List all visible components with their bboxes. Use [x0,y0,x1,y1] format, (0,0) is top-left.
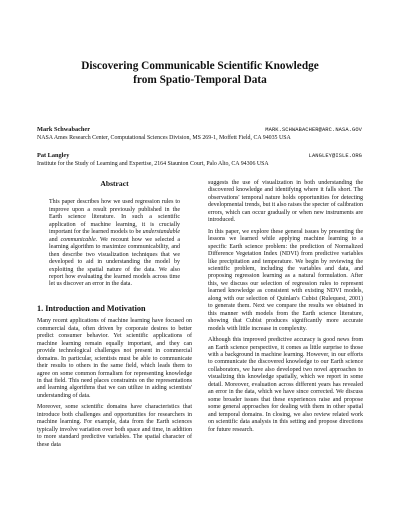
paragraph: In this paper, we explore these general issues by presenting the lessons we learned while applying machine learning to a specific Earth science problem: the prediction of Normalized Difference Vegetation Index (NDVI) from predictive variables like precipitation and temperature. We begin by reviewing the scientific problem, including the variables and data, and proposing regression learning as a natural formulation. After this, we discuss our selection of regression rules to represent learned knowledge as consistent with existing NDVI models, along with our selection of Quinlan's Cubist (Rulequest, 2001) to generate them. Next we compare the results we obtained in this manner with models from the Earth science literature, showing that Cubist produces significantly more accurate models with little increase in complexity. [208,228,363,332]
paragraph: suggests the use of visualization in both understanding the discovered knowledge and identifying where it falls short. The observations' temporal nature holds opportunities for detecting developmental trends, but it also raises the specter of calibration errors, which can occur gradually or when new instruments are introduced. [208,180,363,224]
abstract-text: This paper describes how we used regression rules to improve upon a result previously published in the Earth science literature. In such a scientific application of machine learning, it is crucially important for the learned models to be understandable and communicable. We recount how we selected a learning algorithm to maximize communicability, and then describe two visualization techniques that we developed to aid in understanding the model by exploiting the spatial nature of the data. We also report how evaluating the learned models across time let us discover an error in the data. [49,199,180,288]
author-block-2 [37,152,362,168]
author-name: Pat Langley [37,152,70,159]
author-block-1 [37,126,362,142]
author-affiliation: Institute for the Study of Learning and Expertise, 2164 Staunton Court, Palo Alto, CA 94306 USA [37,161,269,167]
author-name: Mark Schwabacher [37,126,90,133]
paragraph: Many recent applications of machine learning have focused on commercial data, often driven by corporate desires to better predict consumer behavior. Yet scientific applications of machine learning remain equally important, and they can provide technological challenges not present in commercial domains. In particular, scientists must be able to communicate their results to others in the same field, which leads them to agree on some common formalism for representing knowledge in that field. This need places constraints on the representations and learning algorithms that we can utilize in aiding scientists' understanding of data. [37,318,192,399]
paragraph: Moreover, some scientific domains have characteristics that introduce both challenges and opportunities for researchers in machine learning. For example, data from the Earth sciences typically involve variation over both space and time, in addition to more standard predictive variables. The spatial character of these data [37,404,192,448]
author-email[interactable]: MARK.SCHWABACHER@ARC.NASA.GOV [265,127,362,133]
left-column [37,180,192,453]
paper-title [0,59,400,87]
author-affiliation: NASA Ames Research Center, Computational Sciences Division, MS 269-1, Moffett Field, CA 94035 USA [37,135,291,141]
section-heading: 1. Introduction and Motivation [37,303,146,313]
author-email[interactable]: LANGLEY@ISLE.ORG [308,153,362,159]
abstract-heading: Abstract [100,179,129,188]
title-line-2: from Spatio-Temporal Data [133,74,267,86]
right-column [208,180,363,438]
title-line-1: Discovering Communicable Scientific Knowledge [81,60,319,72]
paragraph: Although this improved predictive accuracy is good news from an Earth science perspective, it comes as little surprise to those with a background in machine learning. However, in our efforts to communicate the discovered knowledge to our Earth science collaborators, we have also developed two novel approaches to visualizing this knowledge spatially, which we report in some detail. Moreover, evaluation across different years has revealed an error in the data, which we have since corrected. We discuss some broader issues that these experiences raise and propose some general approaches for dealing with them in other spatial and temporal domains. In closing, we also review related work on scientific data analysis in this setting and propose directions for future research. [208,337,363,433]
